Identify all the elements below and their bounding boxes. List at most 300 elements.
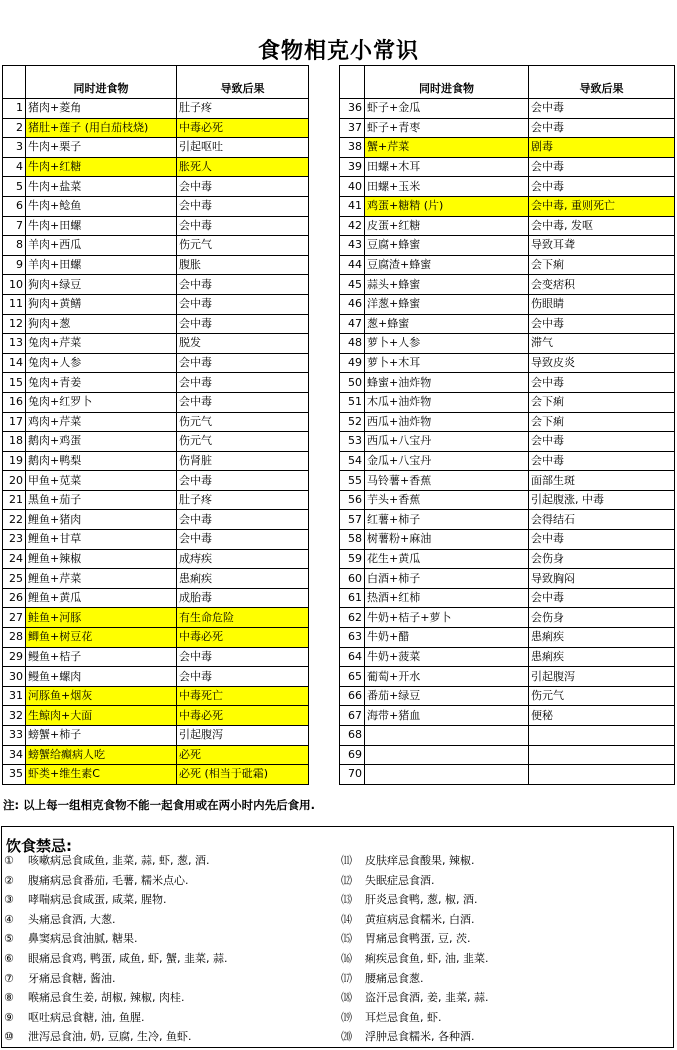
row-index: 68: [340, 726, 365, 746]
taboo-text: 浮肿忌食糯米, 各种酒.: [365, 1030, 475, 1044]
taboo-marker: ⒄: [341, 971, 352, 985]
food-combo: 鲤鱼+黄瓜: [26, 588, 177, 608]
table-row: [340, 353, 675, 373]
table-row: [340, 451, 675, 471]
row-index: 29: [3, 647, 26, 667]
result-text: 成痔疾: [177, 549, 309, 569]
taboo-text: 哮喘病忌食咸蛋, 咸菜, 腥物.: [28, 893, 167, 907]
table-row: [340, 608, 675, 628]
row-index: 64: [340, 647, 365, 667]
row-index: 61: [340, 588, 365, 608]
food-combo: 洋葱+蜂蜜: [365, 294, 529, 314]
food-combo: 牛肉+栗子: [26, 138, 177, 158]
row-index: 21: [3, 490, 26, 510]
result-text: 伤眼睛: [529, 294, 675, 314]
food-combo: 田螺+木耳: [365, 157, 529, 177]
result-text: 中毒必死: [177, 628, 309, 648]
taboo-text: 头痛忌食酒, 大葱.: [28, 912, 116, 926]
food-combo: 萝卜+人参: [365, 334, 529, 354]
food-combo: 螃蟹+柿子: [26, 726, 177, 746]
table-row: [340, 99, 675, 119]
result-text: 会中毒: [177, 216, 309, 236]
row-index: 67: [340, 706, 365, 726]
row-index: 19: [3, 451, 26, 471]
row-index: 8: [3, 236, 26, 256]
table-row: [3, 726, 309, 746]
result-text: 伤元气: [177, 236, 309, 256]
food-combo: 鲤鱼+甘草: [26, 530, 177, 550]
table-row: [3, 177, 309, 197]
taboo-text: 痢疾忌食鱼, 虾, 油, 韭菜.: [365, 952, 489, 965]
food-combo: 鸡蛋+糖精 (片): [365, 196, 529, 216]
row-index: 62: [340, 608, 365, 628]
table-row: [340, 412, 675, 432]
row-index: 5: [3, 177, 26, 197]
table-row: [340, 196, 675, 216]
table-row: [340, 628, 675, 648]
taboo-text: 腹痛病忌食番茄, 毛薯, 糯米点心.: [28, 873, 189, 887]
taboo-title: 饮食禁忌:: [6, 837, 72, 855]
taboo-marker: ⑥: [4, 952, 14, 965]
food-combo: 狗肉+黄鳝: [26, 294, 177, 314]
table-row: [340, 177, 675, 197]
food-combo: [365, 726, 529, 746]
result-text: 伤肾脏: [177, 451, 309, 471]
result-text: 会中毒: [529, 588, 675, 608]
food-combo: 猪肉+菱角: [26, 99, 177, 119]
table-row: [340, 157, 675, 177]
taboo-text: 鼻窦病忌食油腻, 糖果.: [28, 932, 138, 946]
row-index: 11: [3, 294, 26, 314]
row-index: 34: [3, 745, 26, 765]
table-row: [3, 118, 309, 138]
food-combo: 鸡肉+芹菜: [26, 412, 177, 432]
taboo-text: 耳烂忌食鱼, 虾.: [365, 1010, 442, 1024]
food-combo: 猪肚+莲子 (用白茄枝烧): [26, 118, 177, 138]
food-combo: 虾子+金瓜: [365, 99, 529, 119]
food-combo: 木瓜+油炸物: [365, 392, 529, 412]
result-text: 必死: [177, 745, 309, 765]
taboo-text: 咳嗽病忌食咸鱼, 韭菜, 蒜, 虾, 葱, 酒.: [28, 854, 210, 867]
table-row: [3, 334, 309, 354]
food-combo: 马铃薯+香蕉: [365, 471, 529, 491]
row-index: 15: [3, 373, 26, 393]
result-text: 会中毒: [529, 373, 675, 393]
row-index: 3: [3, 138, 26, 158]
result-text: 会中毒: [177, 510, 309, 530]
result-text: 滞气: [529, 334, 675, 354]
taboo-marker: ⒇: [341, 1030, 352, 1044]
food-combo: 牛奶+醋: [365, 628, 529, 648]
result-text: 会中毒: [177, 314, 309, 334]
food-combo: 豆腐渣+蜂蜜: [365, 255, 529, 275]
result-text: 伤元气: [529, 686, 675, 706]
food-combo: 牛肉+红糖: [26, 157, 177, 177]
table-row: [340, 569, 675, 589]
food-combo: 兔肉+人参: [26, 353, 177, 373]
row-index: 9: [3, 255, 26, 275]
taboo-item: [4, 1008, 144, 1028]
result-text: 患痢疾: [177, 569, 309, 589]
row-index: 18: [3, 432, 26, 452]
taboo-marker: ⒃: [341, 952, 352, 965]
table-row: [3, 628, 309, 648]
table-row: [3, 765, 309, 785]
taboo-marker: ②: [4, 873, 14, 887]
row-index: 47: [340, 314, 365, 334]
table-row: [340, 314, 675, 334]
result-text: 会中毒: [529, 99, 675, 119]
result-text: 剧毒: [529, 138, 675, 158]
result-text: 会中毒: [177, 667, 309, 687]
food-combo: 羊肉+田螺: [26, 255, 177, 275]
table-row: [3, 236, 309, 256]
row-index: 16: [3, 392, 26, 412]
taboo-marker: ⑧: [4, 991, 14, 1005]
food-combo: 兔肉+红罗卜: [26, 392, 177, 412]
header-result: 导致后果: [529, 66, 675, 99]
row-index: 57: [340, 510, 365, 530]
taboo-text: 黄疸病忌食糯米, 白酒.: [365, 912, 475, 926]
taboo-item: [341, 910, 475, 930]
table-row: [3, 745, 309, 765]
food-combo: 螃蟹给癫病人吃: [26, 745, 177, 765]
result-text: 患痢疾: [529, 628, 675, 648]
row-index: 24: [3, 549, 26, 569]
table-row: [340, 667, 675, 687]
header-index: [340, 66, 365, 99]
food-combo: 西瓜+油炸物: [365, 412, 529, 432]
food-combo: 西瓜+八宝丹: [365, 432, 529, 452]
table-row: [3, 686, 309, 706]
taboo-marker: ⒂: [341, 932, 352, 946]
row-index: 4: [3, 157, 26, 177]
row-index: 43: [340, 236, 365, 256]
result-text: 胀死人: [177, 157, 309, 177]
result-text: 成胎毒: [177, 588, 309, 608]
row-index: 48: [340, 334, 365, 354]
row-index: 10: [3, 275, 26, 295]
table-row: [340, 706, 675, 726]
table-row: [340, 490, 675, 510]
row-index: 60: [340, 569, 365, 589]
food-combo: 葡萄+开水: [365, 667, 529, 687]
row-index: 30: [3, 667, 26, 687]
food-combo: 鲤鱼+芹菜: [26, 569, 177, 589]
result-text: 伤元气: [177, 412, 309, 432]
food-combo: 红薯+柿子: [365, 510, 529, 530]
result-text: 会中毒: [177, 471, 309, 491]
food-combo: 田螺+玉米: [365, 177, 529, 197]
taboo-text: 肝炎忌食鸭, 葱, 椒, 酒.: [365, 893, 478, 907]
taboo-marker: ①: [4, 854, 14, 867]
result-text: 中毒必死: [177, 706, 309, 726]
table-row: [3, 157, 309, 177]
table-row: [340, 275, 675, 295]
table-row: [3, 530, 309, 550]
result-text: [529, 745, 675, 765]
row-index: 12: [3, 314, 26, 334]
result-text: 肚子疼: [177, 490, 309, 510]
row-index: 36: [340, 99, 365, 119]
table-row: [3, 275, 309, 295]
row-index: 46: [340, 294, 365, 314]
row-index: 6: [3, 196, 26, 216]
table-row: [3, 99, 309, 119]
table-row: [340, 432, 675, 452]
table-row: [3, 647, 309, 667]
row-index: 55: [340, 471, 365, 491]
taboo-marker: ⑨: [4, 1010, 14, 1024]
taboo-item: [341, 949, 488, 969]
row-index: 31: [3, 686, 26, 706]
page-title: 食物相克小常识: [257, 39, 419, 64]
table-row: [3, 314, 309, 334]
taboo-item: [4, 871, 188, 891]
result-text: 必死 (相当于砒霜): [177, 765, 309, 785]
result-text: 中毒必死: [177, 118, 309, 138]
result-text: 引起呕吐: [177, 138, 309, 158]
food-combo: 芋头+香蕉: [365, 490, 529, 510]
table-row: [340, 138, 675, 158]
food-combo: 蒜头+蜂蜜: [365, 275, 529, 295]
row-index: 45: [340, 275, 365, 295]
row-index: 56: [340, 490, 365, 510]
taboo-marker: ④: [4, 912, 14, 926]
food-combo: 鳗鱼+螺肉: [26, 667, 177, 687]
row-index: 42: [340, 216, 365, 236]
result-text: 腹胀: [177, 255, 309, 275]
row-index: 35: [3, 765, 26, 785]
food-combo: 狗肉+绿豆: [26, 275, 177, 295]
row-index: 41: [340, 196, 365, 216]
food-combo: 兔肉+青姜: [26, 373, 177, 393]
food-combo: [365, 745, 529, 765]
table-row: [3, 412, 309, 432]
taboo-item: [4, 890, 166, 910]
table-row: [340, 471, 675, 491]
food-combo: 鲑鱼+河豚: [26, 608, 177, 628]
food-combo: 鳗鱼+桔子: [26, 647, 177, 667]
taboo-item: [4, 969, 116, 989]
food-combo: 牛肉+盐菜: [26, 177, 177, 197]
note-text: 注: 以上每一组相克食物不能一起食用或在两小时内先后食用.: [3, 798, 315, 812]
food-combo: 鹅肉+鸭梨: [26, 451, 177, 471]
row-index: 7: [3, 216, 26, 236]
result-text: 会中毒: [529, 314, 675, 334]
table-row: [3, 588, 309, 608]
food-combo: 蜂蜜+油炸物: [365, 373, 529, 393]
row-index: 27: [3, 608, 26, 628]
row-index: 52: [340, 412, 365, 432]
table-header-row: [3, 66, 309, 99]
taboo-item: [341, 1008, 442, 1028]
food-combo: 花生+黄瓜: [365, 549, 529, 569]
food-combo: 狗肉+葱: [26, 314, 177, 334]
taboo-item: [341, 929, 470, 949]
row-index: 40: [340, 177, 365, 197]
food-combo: 鲫鱼+树豆花: [26, 628, 177, 648]
result-text: 肚子疼: [177, 99, 309, 119]
row-index: 44: [340, 255, 365, 275]
food-combo: 虾类+维生素C: [26, 765, 177, 785]
table-row: [340, 588, 675, 608]
food-table-left: [2, 65, 309, 785]
table-row: [3, 373, 309, 393]
table-row: [3, 392, 309, 412]
result-text: 会中毒, 重则死亡: [529, 196, 675, 216]
food-combo: 虾子+青枣: [365, 118, 529, 138]
food-combo: 树薯粉+麻油: [365, 530, 529, 550]
taboo-item: [4, 949, 227, 969]
table-row: [3, 138, 309, 158]
result-text: [529, 765, 675, 785]
food-combo: 金瓜+八宝丹: [365, 451, 529, 471]
row-index: 65: [340, 667, 365, 687]
result-text: 会中毒: [529, 177, 675, 197]
table-row: [3, 471, 309, 491]
taboo-text: 牙痛忌食糖, 酱油.: [28, 971, 116, 985]
result-text: 面部生斑: [529, 471, 675, 491]
table-row: [340, 686, 675, 706]
row-index: 23: [3, 530, 26, 550]
taboo-marker: ③: [4, 893, 14, 907]
table-row: [3, 549, 309, 569]
table-row: [3, 706, 309, 726]
result-text: 患痢疾: [529, 647, 675, 667]
food-combo: 牛奶+菠菜: [365, 647, 529, 667]
result-text: 伤元气: [177, 432, 309, 452]
food-combo: 牛肉+田螺: [26, 216, 177, 236]
taboo-marker: ⑦: [4, 971, 14, 985]
food-combo: 河豚鱼+烟灰: [26, 686, 177, 706]
table-row: [3, 608, 309, 628]
row-index: 50: [340, 373, 365, 393]
result-text: 会中毒: [177, 196, 309, 216]
food-combo: 豆腐+蜂蜜: [365, 236, 529, 256]
table-row: [3, 196, 309, 216]
food-combo: 萝卜+木耳: [365, 353, 529, 373]
row-index: 13: [3, 334, 26, 354]
result-text: 会伤身: [529, 608, 675, 628]
row-index: 2: [3, 118, 26, 138]
food-combo: 鲤鱼+猪肉: [26, 510, 177, 530]
table-row: [340, 530, 675, 550]
food-combo: 海带+猪血: [365, 706, 529, 726]
row-index: 33: [3, 726, 26, 746]
taboo-marker: ⒁: [341, 912, 352, 926]
result-text: 会中毒: [177, 647, 309, 667]
food-combo: [365, 765, 529, 785]
taboo-item: [341, 890, 477, 910]
taboo-text: 呕吐病忌食糖, 油, 鱼腥.: [28, 1010, 145, 1024]
taboo-text: 泄泻忌食油, 奶, 豆腐, 生冷, 鱼虾.: [28, 1030, 192, 1044]
table-row: [3, 490, 309, 510]
result-text: 会中毒: [529, 432, 675, 452]
table-row: [340, 549, 675, 569]
row-index: 37: [340, 118, 365, 138]
food-combo: 羊肉+西瓜: [26, 236, 177, 256]
food-combo: 牛肉+鲶鱼: [26, 196, 177, 216]
result-text: 会中毒: [529, 451, 675, 471]
row-index: 20: [3, 471, 26, 491]
taboo-text: 皮肤痒忌食酸果, 辣椒.: [365, 854, 475, 867]
result-text: 会中毒: [529, 530, 675, 550]
result-text: 会中毒, 发呕: [529, 216, 675, 236]
table-row: [340, 294, 675, 314]
header-index: [3, 66, 26, 99]
taboo-marker: ⒀: [341, 893, 352, 907]
row-index: 58: [340, 530, 365, 550]
taboo-box: [1, 826, 674, 1048]
taboo-marker: ⑤: [4, 932, 14, 946]
food-combo: 白酒+柿子: [365, 569, 529, 589]
result-text: 会中毒: [177, 353, 309, 373]
food-combo: 兔肉+芹菜: [26, 334, 177, 354]
result-text: 导致耳聋: [529, 236, 675, 256]
food-table-right: [339, 65, 675, 785]
food-combo: 黑鱼+茄子: [26, 490, 177, 510]
taboo-marker: ⒆: [341, 1010, 352, 1024]
taboo-text: 胃痛忌食鸭蛋, 豆, 茨.: [365, 932, 471, 946]
row-index: 51: [340, 392, 365, 412]
result-text: 会下痢: [529, 412, 675, 432]
taboo-item: [4, 910, 116, 930]
result-text: 会得结石: [529, 510, 675, 530]
result-text: 脱发: [177, 334, 309, 354]
row-index: 17: [3, 412, 26, 432]
taboo-item: [4, 988, 184, 1008]
table-row: [3, 667, 309, 687]
result-text: 引起腹泻: [177, 726, 309, 746]
result-text: 会中毒: [529, 118, 675, 138]
row-index: 14: [3, 353, 26, 373]
result-text: 会中毒: [177, 373, 309, 393]
taboo-item: [341, 969, 424, 989]
taboo-item: [341, 871, 435, 891]
table-row: [340, 647, 675, 667]
result-text: 引起腹涨, 中毒: [529, 490, 675, 510]
taboo-text: 盗汗忌食酒, 姜, 韭菜, 蒜.: [365, 991, 489, 1005]
result-text: 便秘: [529, 706, 675, 726]
row-index: 54: [340, 451, 365, 471]
table-row: [340, 765, 675, 785]
table-row: [3, 569, 309, 589]
taboo-item: [341, 988, 488, 1008]
row-index: 70: [340, 765, 365, 785]
table-row: [3, 294, 309, 314]
result-text: 导致胸闷: [529, 569, 675, 589]
taboo-item: [341, 851, 475, 871]
result-text: 中毒死亡: [177, 686, 309, 706]
food-combo: 蟹+芹菜: [365, 138, 529, 158]
food-combo: 番茄+绿豆: [365, 686, 529, 706]
taboo-text: 眼痛忌食鸡, 鸭蛋, 咸鱼, 虾, 蟹, 韭菜, 蒜.: [28, 952, 228, 965]
row-index: 26: [3, 588, 26, 608]
table-row: [340, 236, 675, 256]
table-row: [3, 432, 309, 452]
row-index: 28: [3, 628, 26, 648]
food-combo: 生鲸肉+大面: [26, 706, 177, 726]
taboo-item: [4, 1027, 191, 1047]
taboo-text: 喉痛忌食生姜, 胡椒, 辣椒, 肉桂.: [28, 991, 185, 1005]
food-combo: 热酒+红柿: [365, 588, 529, 608]
row-index: 66: [340, 686, 365, 706]
food-combo: 鹅肉+鸡蛋: [26, 432, 177, 452]
taboo-marker: ⒅: [341, 991, 352, 1005]
result-text: 会中毒: [529, 157, 675, 177]
result-text: 引起腹泻: [529, 667, 675, 687]
